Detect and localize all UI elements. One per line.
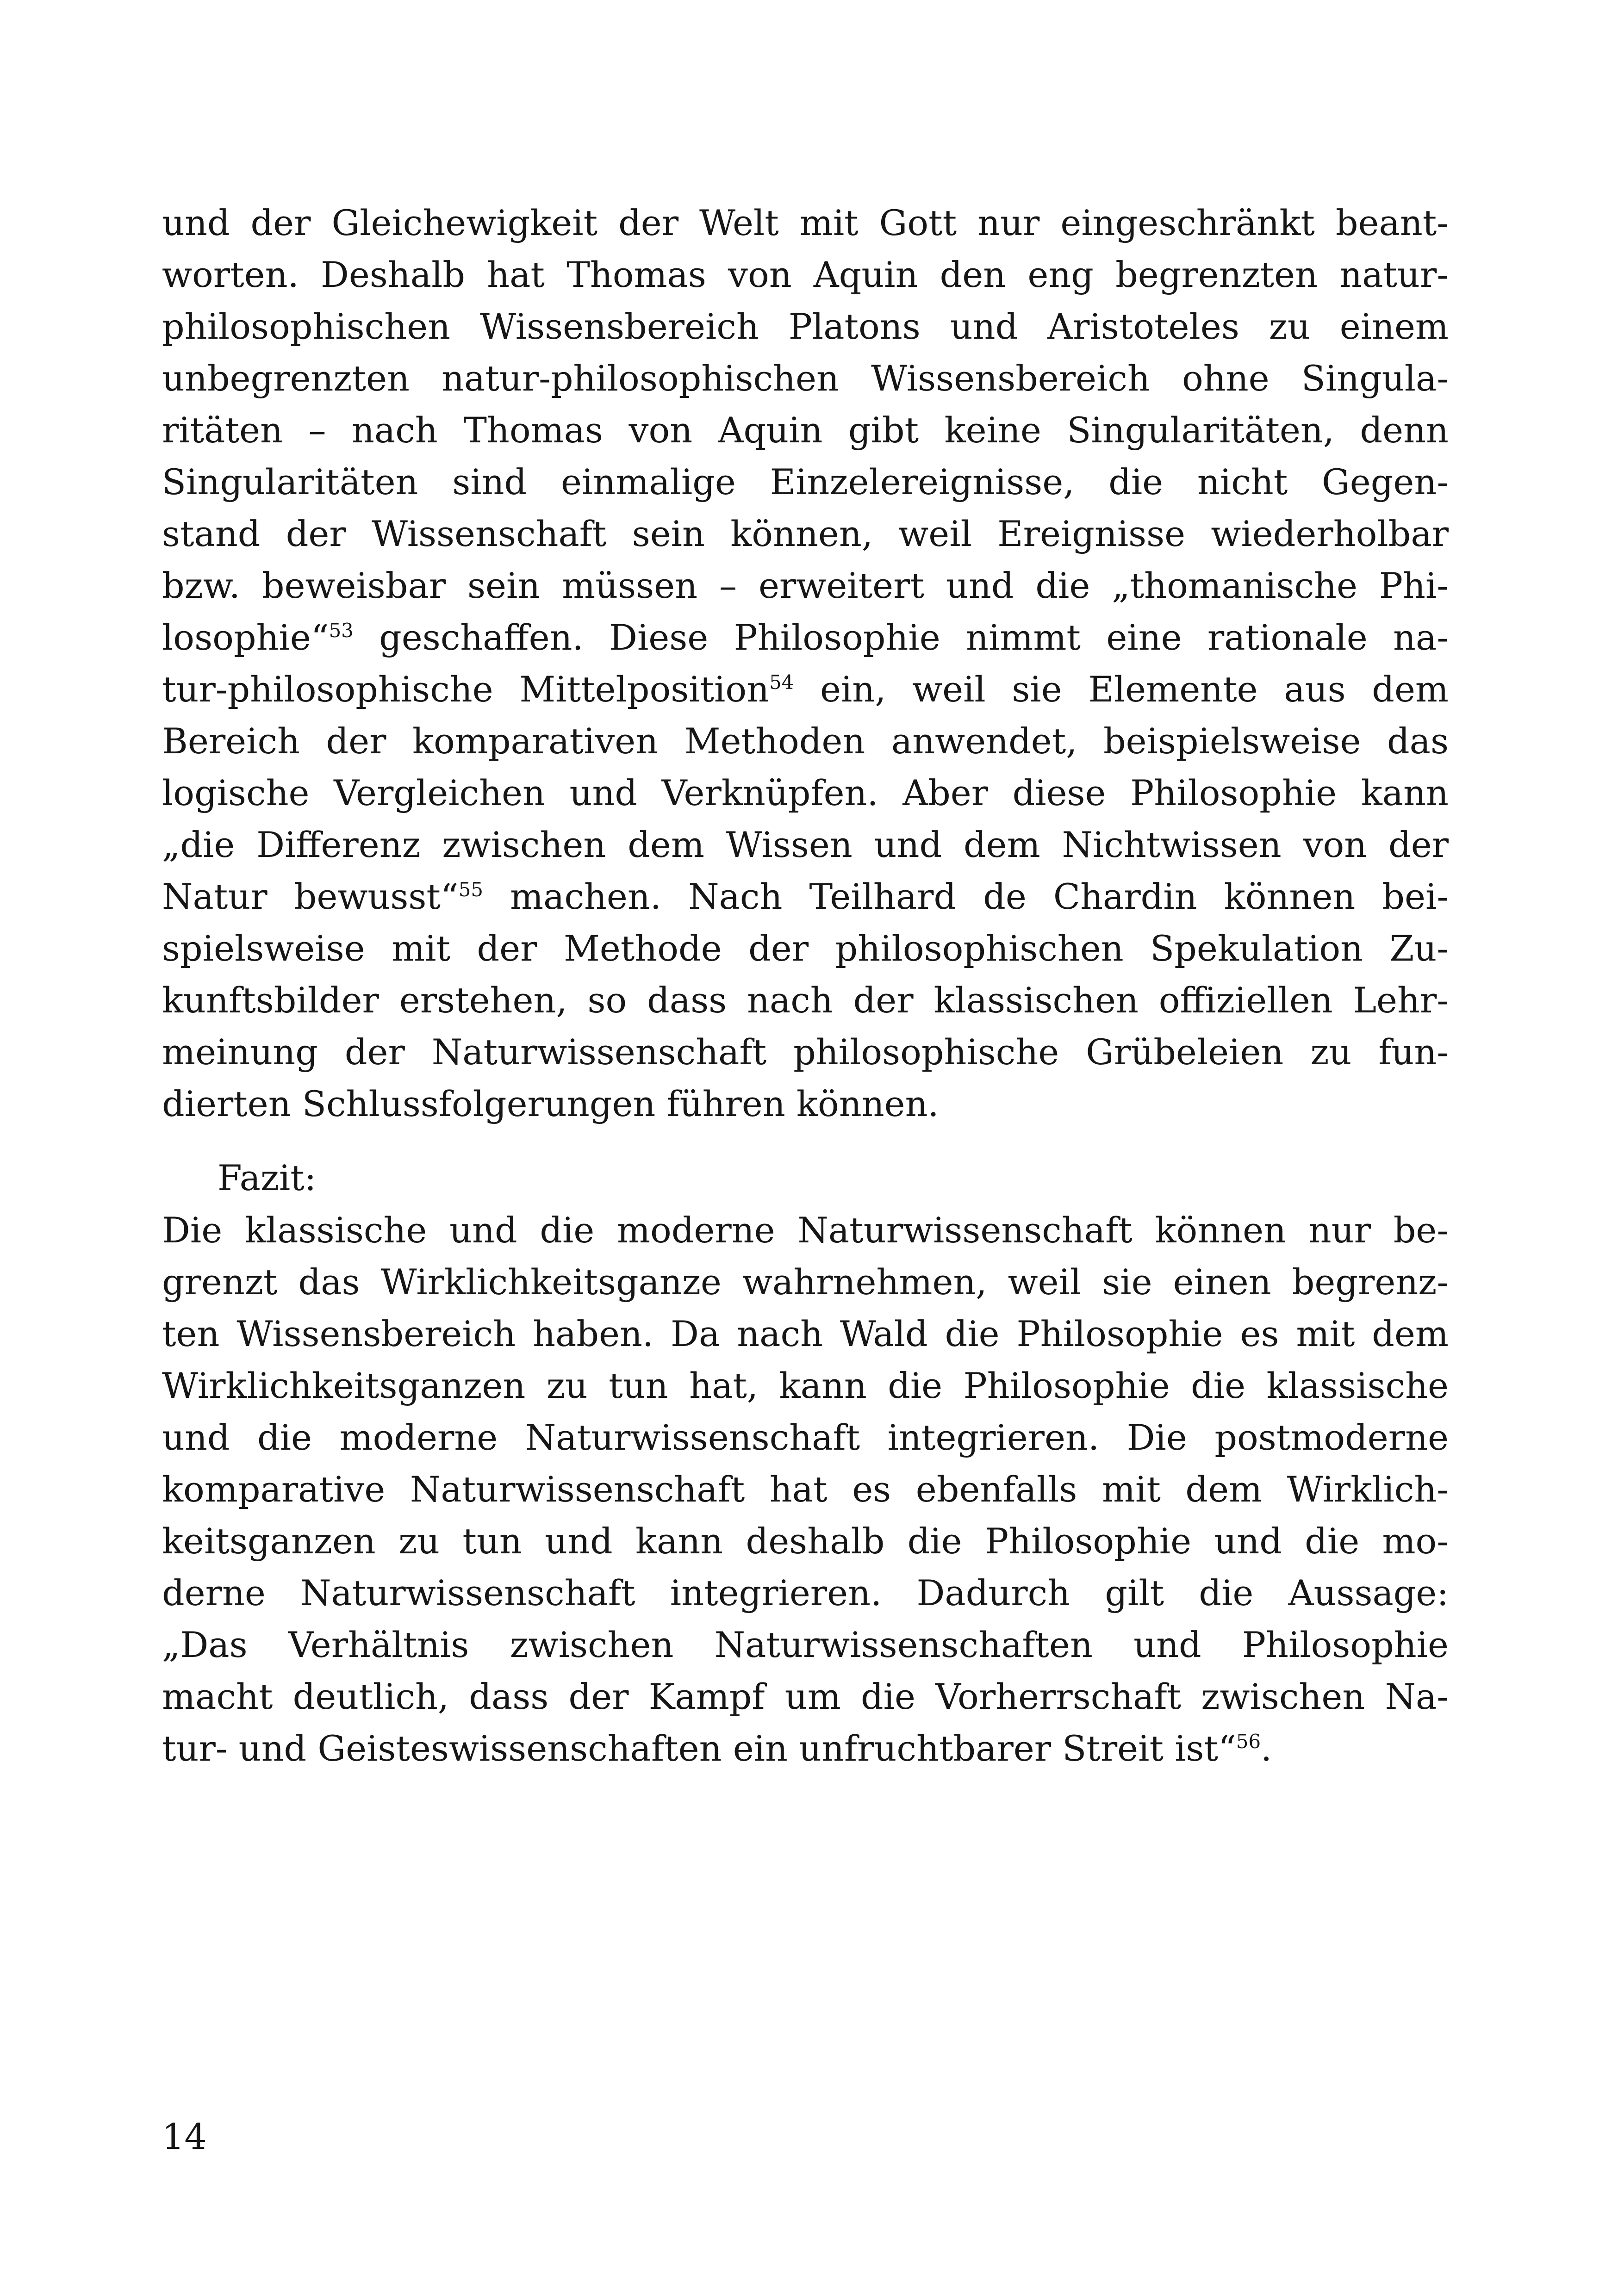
line-text: und die moderne Naturwissenschaft integrieren. Die postmoderne [162, 1417, 1449, 1458]
footnote-reference: 54 [769, 670, 794, 694]
line-text: Wirklichkeitsganzen zu tun hat, kann die Philosophie die klassische [162, 1365, 1449, 1406]
text-line [162, 819, 1449, 871]
line-text: Bereich der komparativen Methoden anwendet, beispielsweise das [162, 720, 1449, 762]
text-line [162, 508, 1449, 560]
line-text: bzw. beweisbar sein müssen – erweitert und die „thomanische Phi- [162, 565, 1449, 606]
text-line [162, 456, 1449, 508]
line-text: und der Gleichewigkeit der Welt mit Gott nur eingeschränkt beant- [162, 202, 1449, 243]
paragraph-2 [162, 1204, 1449, 1775]
text-line [162, 404, 1449, 456]
line-text: „Das Verhältnis zwischen Naturwissenschaften und Philosophie [162, 1624, 1449, 1665]
text-line [162, 1308, 1449, 1360]
line-text: macht deutlich, dass der Kampf um die Vorherrschaft zwischen Na- [162, 1676, 1449, 1717]
line-text: Natur bewusst“ [162, 876, 459, 917]
text-line [162, 871, 1449, 923]
text-line [162, 1723, 1449, 1775]
line-text: philosophischen Wissensbereich Platons und Aristoteles zu einem [162, 306, 1449, 347]
text-line [162, 560, 1449, 612]
text-line [162, 249, 1449, 301]
text-line [162, 1671, 1449, 1723]
line-text: tur- und Geisteswissenschaften ein unfruchtbarer Streit ist“ [162, 1728, 1236, 1769]
fazit-label: Fazit: [218, 1157, 317, 1198]
text-line [162, 974, 1449, 1026]
line-text: ten Wissensbereich haben. Da nach Wald die Philosophie es mit dem [162, 1313, 1449, 1354]
text-line [162, 1204, 1449, 1256]
line-text: Singularitäten sind einmalige Einzelereignisse, die nicht Gegen- [162, 461, 1449, 503]
text-line [162, 1256, 1449, 1308]
text-line [162, 767, 1449, 819]
footnote-reference: 55 [458, 878, 483, 901]
line-text: ritäten – nach Thomas von Aquin gibt keine Singularitäten, denn [162, 410, 1449, 451]
text-line [162, 664, 1449, 715]
text-line [162, 1567, 1449, 1619]
text-line [162, 1464, 1449, 1515]
line-text: komparative Naturwissenschaft hat es ebenfalls mit dem Wirklich- [162, 1469, 1449, 1510]
text-line [162, 1360, 1449, 1412]
line-text: tur-philosophische Mittelposition [162, 669, 770, 710]
footnote-reference: 53 [329, 619, 354, 642]
footnote-reference: 56 [1236, 1730, 1261, 1753]
text-line [162, 1515, 1449, 1567]
page-number: 14 [162, 2116, 207, 2157]
line-text: unbegrenzten natur-philosophischen Wissensbereich ohne Singula- [162, 358, 1449, 399]
line-text: losophie“ [162, 617, 329, 658]
line-text: geschaffen. Diese Philosophie nimmt eine rationale na- [353, 617, 1449, 658]
text-line [162, 1078, 1449, 1130]
text-line [162, 197, 1449, 249]
text-line [162, 612, 1449, 664]
text-line [162, 353, 1449, 404]
text-line [162, 1026, 1449, 1078]
line-text: Die klassische und die moderne Naturwissenschaft können nur be- [162, 1210, 1449, 1251]
line-text: ein, weil sie Elemente aus dem [794, 669, 1449, 710]
text-line [162, 1619, 1449, 1671]
line-text: „die Differenz zwischen dem Wissen und dem Nichtwissen von der [162, 824, 1449, 865]
line-text: kunftsbilder erstehen, so dass nach der klassischen offiziellen Lehr- [162, 980, 1449, 1021]
text-line [162, 1412, 1449, 1464]
line-text: dierten Schlussfolgerungen führen können. [162, 1083, 939, 1124]
text-line [162, 923, 1449, 974]
line-text: machen. Nach Teilhard de Chardin können bei- [483, 876, 1449, 917]
text-line [162, 715, 1449, 767]
line-text: . [1261, 1728, 1272, 1769]
line-text: worten. Deshalb hat Thomas von Aquin den eng begrenzten natur- [162, 254, 1449, 295]
line-text: grenzt das Wirklichkeitsganze wahrnehmen, weil sie einen begrenz- [162, 1261, 1449, 1303]
line-text: meinung der Naturwissenschaft philosophische Grübeleien zu fun- [162, 1031, 1449, 1073]
paragraph-1 [162, 197, 1449, 1130]
line-text: spielsweise mit der Methode der philosophischen Spekulation Zu- [162, 928, 1449, 969]
line-text: derne Naturwissenschaft integrieren. Dadurch gilt die Aussage: [162, 1572, 1449, 1613]
line-text: stand der Wissenschaft sein können, weil Ereignisse wiederholbar [162, 513, 1449, 554]
line-text: keitsganzen zu tun und kann deshalb die Philosophie und die mo- [162, 1520, 1449, 1562]
text-line [162, 301, 1449, 353]
line-text: logische Vergleichen und Verknüpfen. Aber diese Philosophie kann [162, 772, 1449, 813]
